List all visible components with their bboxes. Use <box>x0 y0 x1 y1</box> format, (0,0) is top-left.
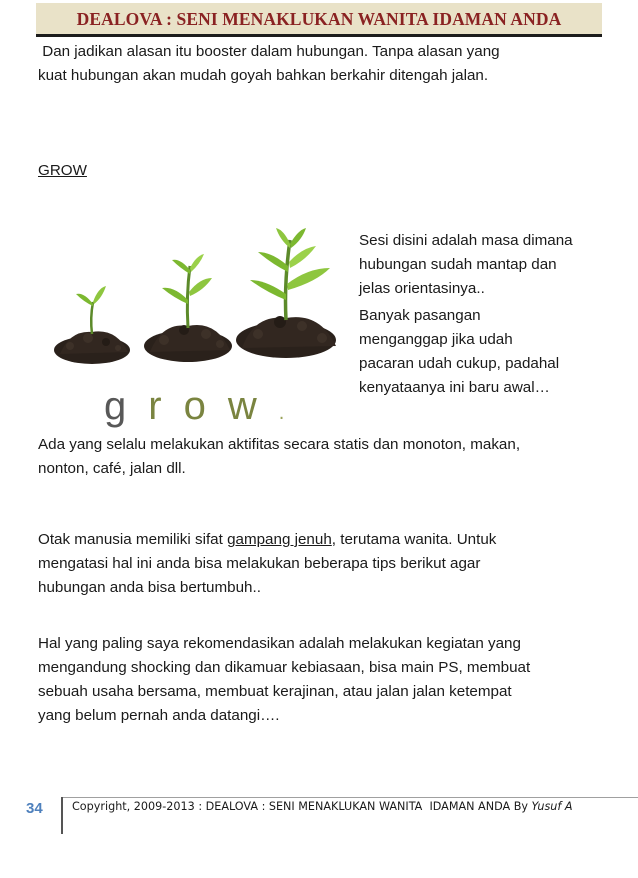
grow-letter-g: g <box>104 384 149 428</box>
seedling-large <box>236 228 336 358</box>
side-p2-line-2: menganggap jika udah <box>359 331 513 348</box>
side-p2-line-4: kenyataanya ini baru awal… <box>359 379 550 396</box>
grow-letter-w: w <box>227 384 279 428</box>
grow-letter-r: r <box>148 384 184 428</box>
side-p2-line-3: pacaran udah cukup, padahal <box>359 355 560 372</box>
seedling-small <box>54 286 130 364</box>
footer-divider <box>62 797 638 798</box>
intro-paragraph <box>38 40 598 88</box>
paragraph-activities <box>38 433 598 481</box>
side-p2-line-1: Banyak pasangan <box>359 307 481 324</box>
para2-line-2: mengatasi hal ini anda bisa melakukan beberapa tips berikut agar <box>38 555 481 572</box>
para2-line-1b: , terutama wanita. Untuk <box>331 531 497 548</box>
side-paragraph-2 <box>359 304 609 400</box>
paragraph-boredom <box>38 528 598 600</box>
para1-line-1: Ada yang selalu melakukan aktifitas secara statis dan monoton, makan, <box>38 436 521 453</box>
author-name: Yusuf A <box>531 800 573 813</box>
grow-letter-o: o <box>183 384 228 428</box>
intro-line-1: Dan jadikan alasan itu booster dalam hubungan. Tanpa alasan yang <box>38 43 500 60</box>
header-title: DEALOVA : SENI MENAKLUKAN WANITA IDAMAN ANDA <box>76 9 562 29</box>
page-header <box>36 3 602 37</box>
para3-line-1: Hal yang paling saya rekomendasikan adalah melakukan kegiatan yang <box>38 635 521 652</box>
footer-vertical-divider <box>61 797 63 834</box>
para2-line-1a: Otak manusia memiliki sifat <box>38 531 228 548</box>
para3-line-3: sebuah usaha bersama, membuat kerajinan, atau jalan jalan ketempat <box>38 683 512 700</box>
para2-line-1 <box>38 528 598 552</box>
side-p1-line-3: jelas orientasinya.. <box>359 280 485 297</box>
grow-dot: . <box>278 402 285 424</box>
seedling-medium <box>144 254 232 362</box>
para3-line-4: yang belum pernah anda datangi…. <box>38 707 280 724</box>
page-number: 34 <box>26 800 43 817</box>
side-paragraph-1 <box>359 229 609 301</box>
para3-line-2: mengandung shocking dan dikamuar kebiasaan, bisa main PS, membuat <box>38 659 531 676</box>
para1-line-2: nonton, café, jalan dll. <box>38 460 186 477</box>
copyright-text: Copyright, 2009-2013 : DEALOVA : SENI MENAKLUKAN WANITA IDAMAN ANDA By <box>72 800 532 813</box>
side-p1-line-1: Sesi disini adalah masa dimana <box>359 232 573 249</box>
section-heading-grow: GROW <box>38 162 87 179</box>
para2-line-3: hubungan anda bisa bertumbuh.. <box>38 579 261 596</box>
side-p1-line-2: hubungan sudah mantap dan <box>359 256 557 273</box>
footer-copyright <box>72 800 573 813</box>
paragraph-recommendation <box>38 632 598 728</box>
underlined-phrase: gampang jenuh <box>227 531 332 548</box>
intro-line-2: kuat hubungan akan mudah goyah bahkan berkahir ditengah jalan. <box>38 67 489 84</box>
grow-word-art <box>104 384 284 429</box>
